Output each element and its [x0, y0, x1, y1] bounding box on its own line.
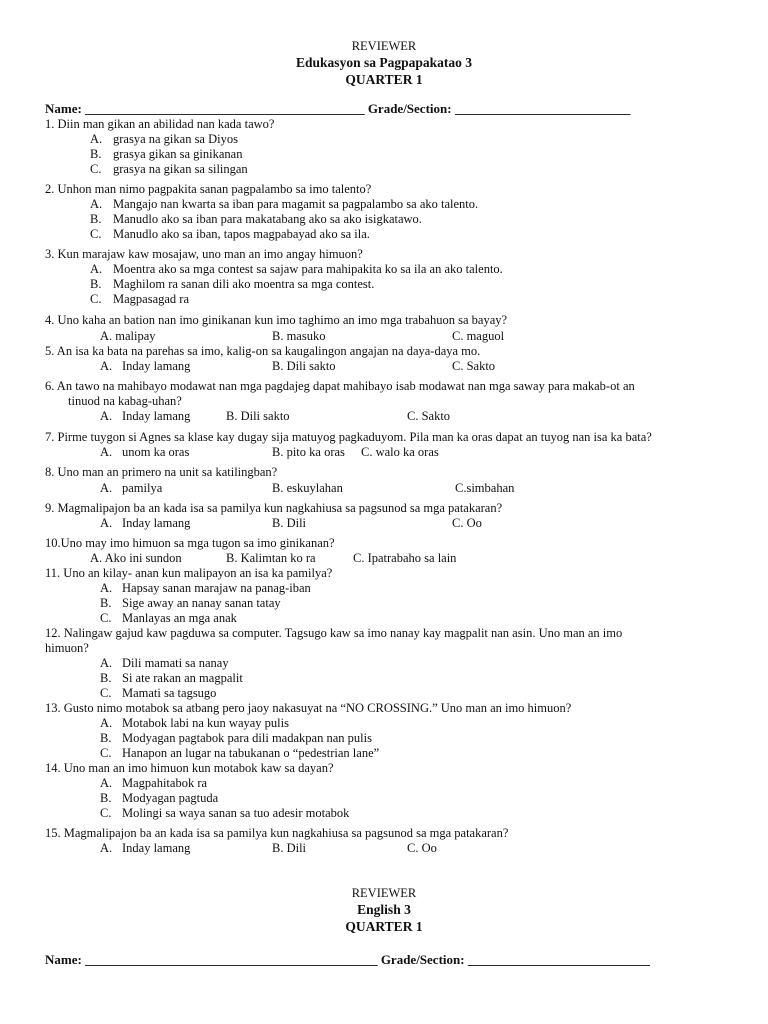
- option-b: Modyagan pagtuda: [122, 791, 219, 805]
- question-6: 6. An tawo na mahibayo modawat nan mga pagdajeg dapat mahibayo isab modawat nan mga saway para makab-ot an: [45, 379, 635, 393]
- option-a-letter: A.: [100, 445, 113, 459]
- option-a: Inday lamang: [122, 841, 191, 855]
- option-c-letter: C.: [100, 746, 112, 760]
- option-a: grasya na gikan sa Diyos: [113, 132, 238, 146]
- option-c: Magpasagad ra: [113, 292, 190, 306]
- option-a: Dili mamati sa nanay: [122, 656, 229, 670]
- quarter-title: QUARTER 1: [345, 72, 423, 87]
- option-a-letter: A.: [100, 656, 113, 670]
- option-c: C. Oo: [407, 841, 437, 855]
- subject-title-2: English 3: [357, 902, 411, 917]
- question-12: 12. Nalingaw gajud kaw pagduwa sa computer. Tagsugo kaw sa imo nanay kay magpalit nan asin. Uno man an imo: [45, 626, 623, 640]
- question-8: 8. Uno man an primero na unit sa katilingban?: [45, 465, 278, 479]
- name-grade-line-2: Name: _____________________________________________ Grade/Section: ____________________________: [45, 952, 650, 967]
- question-2: 2. Unhon man nimo pagpakita sanan pagpalambo sa imo talento?: [45, 182, 372, 196]
- option-a: Inday lamang: [122, 516, 191, 530]
- option-a-letter: A.: [100, 776, 113, 790]
- option-a-letter: A.: [90, 262, 103, 276]
- option-a: Inday lamang: [122, 359, 191, 373]
- option-b: B. Dili: [272, 841, 307, 855]
- question-6-continued: tinuod na kabag-uhan?: [68, 394, 182, 408]
- option-c: C.simbahan: [455, 481, 515, 495]
- option-c: Manlayas an mga anak: [122, 611, 237, 625]
- question-1: 1. Diin man gikan an abilidad nan kada tawo?: [45, 117, 275, 131]
- option-a: pamilya: [122, 481, 163, 495]
- option-c: Mamati sa tagsugo: [122, 686, 217, 700]
- option-b: Modyagan pagtabok para dili madakpan nan pulis: [122, 731, 372, 745]
- option-a: Mangajo nan kwarta sa iban para magamit sa pagpalambo sa ako talento.: [113, 197, 479, 211]
- question-5: 5. An isa ka bata na parehas sa imo, kalig-on sa kaugalingon angajan na daya-daya mo.: [45, 344, 481, 358]
- option-a: Motabok labi na kun wayay pulis: [122, 716, 289, 730]
- option-a: unom ka oras: [122, 445, 190, 459]
- reviewer-title: REVIEWER: [351, 39, 417, 53]
- question-7: 7. Pirme tuygon si Agnes sa klase kay dugay sija matuyog pagkaduyom. Pila man ka oras dapat an tuyog nan isa ka bata?: [45, 430, 652, 444]
- name-grade-line: Name: ___________________________________________ Grade/Section: ___________________________: [45, 101, 631, 116]
- option-b: Manudlo ako sa iban para makatabang ako sa ako isigkatawo.: [113, 212, 422, 226]
- option-a-letter: A.: [100, 481, 113, 495]
- option-c: C. maguol: [452, 329, 505, 343]
- option-c-letter: C.: [90, 292, 102, 306]
- option-c: C. walo ka oras: [361, 445, 439, 459]
- option-a-letter: A.: [100, 716, 113, 730]
- option-a-letter: A.: [100, 359, 113, 373]
- question-4: 4. Uno kaha an bation nan imo ginikanan kun imo taghimo an imo mga trabahuon sa bayay?: [45, 313, 508, 327]
- reviewer-title-2: REVIEWER: [351, 886, 417, 900]
- option-b: B. Dili sakto: [226, 409, 290, 423]
- option-a: A. malipay: [100, 329, 156, 343]
- option-c-letter: C.: [100, 611, 112, 625]
- option-b-letter: B.: [90, 212, 102, 226]
- option-a-letter: A.: [90, 197, 103, 211]
- option-b-letter: B.: [100, 791, 112, 805]
- option-a-letter: A.: [100, 841, 113, 855]
- option-c: C. Oo: [452, 516, 482, 530]
- option-c: C. Sakto: [452, 359, 496, 373]
- option-c-letter: C.: [90, 227, 102, 241]
- option-a-letter: A.: [90, 132, 103, 146]
- option-b: B. pito ka oras: [272, 445, 345, 459]
- question-14: 14. Uno man an imo himuon kun motabok kaw sa dayan?: [45, 761, 334, 775]
- quarter-title-2: QUARTER 1: [345, 919, 423, 934]
- question-3: 3. Kun marajaw kaw mosajaw, uno man an imo angay himuon?: [45, 247, 363, 261]
- option-a: Magpahitabok ra: [122, 776, 208, 790]
- option-c-letter: C.: [100, 686, 112, 700]
- option-b-letter: B.: [100, 671, 112, 685]
- option-c-letter: C.: [90, 162, 102, 176]
- option-a-letter: A.: [100, 581, 113, 595]
- question-10: 10.Uno may imo himuon sa mga tugon sa imo ginikanan?: [45, 536, 335, 550]
- option-b: B. masuko: [272, 329, 326, 343]
- option-c: C. Ipatrabaho sa lain: [353, 551, 457, 565]
- option-a: Inday lamang: [122, 409, 191, 423]
- question-15: 15. Magmalipajon ba an kada isa sa pamilya kun nagkahiusa sa pagsunod sa mga patakaran?: [45, 826, 509, 840]
- option-b: B. eskuylahan: [272, 481, 343, 495]
- option-c: Hanapon an lugar na tabukanan o “pedestrian lane”: [122, 746, 380, 760]
- option-b: B. Dili: [272, 516, 307, 530]
- option-b: Sige away an nanay sanan tatay: [122, 596, 281, 610]
- option-b-letter: B.: [90, 277, 102, 291]
- option-c: Molingi sa waya sanan sa tuo adesir motabok: [122, 806, 350, 820]
- question-9: 9. Magmalipajon ba an kada isa sa pamilya kun nagkahiusa sa pagsunod sa mga patakaran?: [45, 501, 503, 515]
- option-a-letter: A.: [100, 409, 113, 423]
- option-b: B. Kalimtan ko ra: [226, 551, 316, 565]
- option-b: B. Dili sakto: [272, 359, 336, 373]
- question-11: 11. Uno an kilay- anan kun malipayon an isa ka pamilya?: [45, 566, 333, 580]
- option-b-letter: B.: [100, 731, 112, 745]
- subject-title: Edukasyon sa Pagpapakatao 3: [296, 55, 472, 70]
- option-a: Moentra ako sa mga contest sa sajaw para mahipakita ko sa ila an ako talento.: [113, 262, 503, 276]
- option-c-letter: C.: [100, 806, 112, 820]
- option-b: Si ate rakan an magpalit: [122, 671, 243, 685]
- option-b: grasya gikan sa ginikanan: [113, 147, 243, 161]
- question-13: 13. Gusto nimo motabok sa atbang pero jaoy nakasuyat na “NO CROSSING.” Uno man an imo himuon?: [45, 701, 572, 715]
- option-a: Hapsay sanan marajaw na panag-iban: [122, 581, 311, 595]
- option-c: grasya na gikan sa silingan: [113, 162, 248, 176]
- option-b-letter: B.: [100, 596, 112, 610]
- option-a-letter: A.: [100, 516, 113, 530]
- option-a: A. Ako ini sundon: [90, 551, 182, 565]
- option-c: C. Sakto: [407, 409, 451, 423]
- question-12-continued: himuon?: [45, 641, 89, 655]
- option-b-letter: B.: [90, 147, 102, 161]
- option-c: Manudlo ako sa iban, tapos magpabayad ako sa ila.: [113, 227, 370, 241]
- option-b: Maghilom ra sanan dili ako moentra sa mga contest.: [113, 277, 375, 291]
